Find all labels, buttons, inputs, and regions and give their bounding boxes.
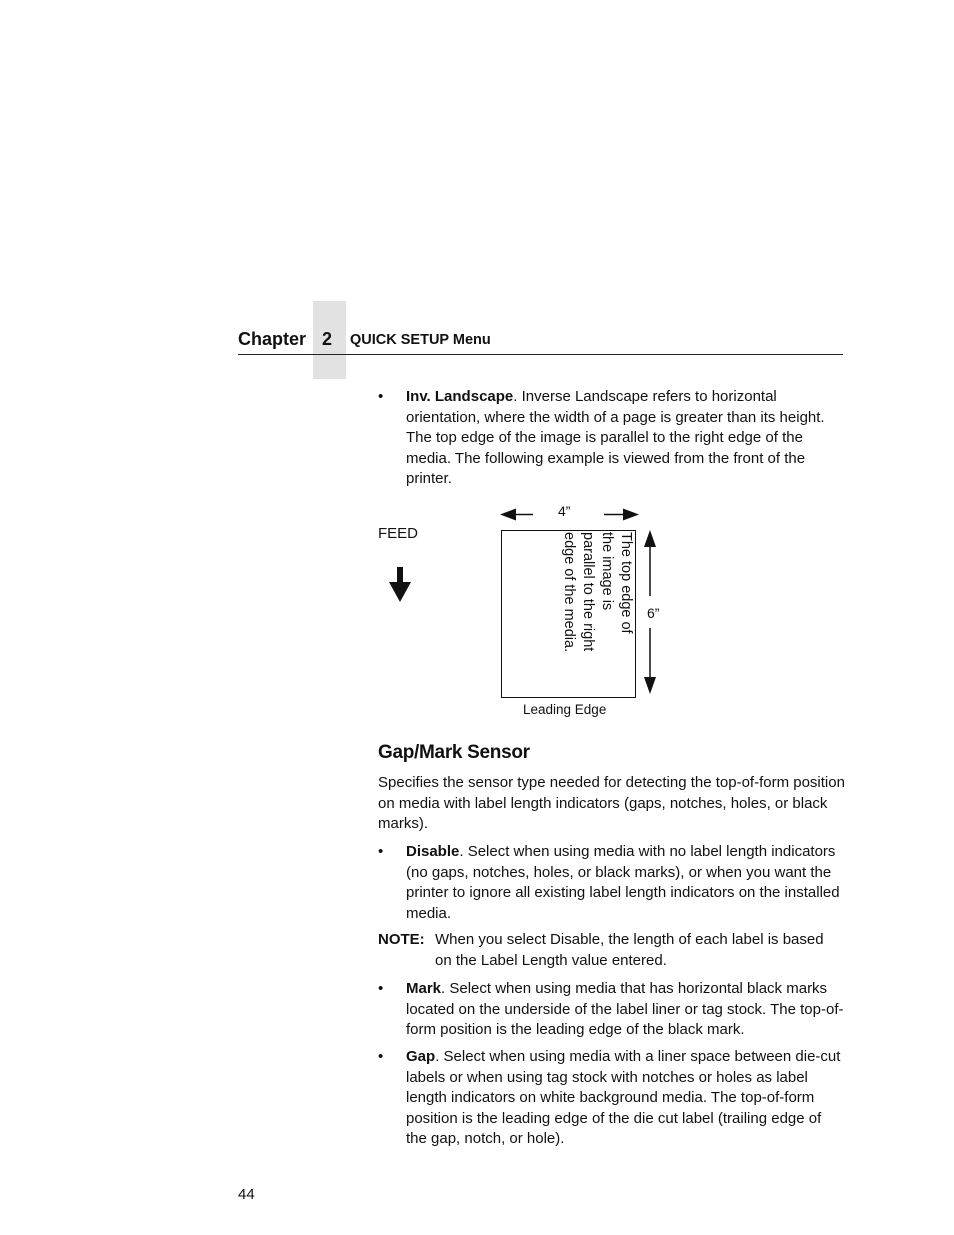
section-heading: Gap/Mark Sensor — [378, 742, 530, 763]
mark-text: . Select when using media that has horizontal black marks located on the underside of the label liner or tag stock. The top-of-form position is the leading edge of the black mark. — [406, 980, 844, 1038]
gap-term: Gap — [406, 1048, 436, 1065]
height-arrow-up-icon — [644, 530, 656, 596]
page-number: 44 — [238, 1186, 255, 1203]
width-arrow-right-icon — [604, 509, 639, 521]
feed-arrow-icon — [389, 567, 411, 602]
chapter-number: 2 — [322, 329, 333, 349]
chapter-label: Chapter — [238, 329, 307, 349]
bullet-marker: • — [378, 843, 384, 860]
disable-text: . Select when using media with no label length indicators (no gaps, notches, holes, or black marks), or when you want the printer to ignore all existing label length indicators on the installed media. — [406, 843, 840, 922]
rotated-line: edge of the media. — [561, 532, 577, 653]
height-dimension-label: 6” — [647, 605, 660, 621]
intro-paragraph: Specifies the sensor type needed for detecting the top-of-form position on media with label length indicators (gaps, notches, holes, or black marks). — [378, 774, 845, 832]
width-arrow-left-icon — [500, 509, 533, 521]
width-dimension-label: 4” — [558, 503, 571, 519]
rotated-line: parallel to the right — [580, 532, 596, 652]
gap-item — [406, 1047, 846, 1150]
rotated-line: the image is — [599, 532, 615, 611]
disable-term: Disable — [406, 843, 460, 860]
feed-label: FEED — [378, 525, 419, 542]
height-arrow-down-icon — [644, 628, 656, 694]
note-label: NOTE: — [378, 931, 425, 948]
bullet-marker: • — [378, 1048, 384, 1065]
bullet-marker: • — [378, 980, 384, 997]
gap-text: . Select when using media with a liner space between die-cut labels or when using tag stock with notches or holes as label length indicators on white background media. The top-of-form position is the leading edge of the die cut label (trailing edge of the gap, notch, or hole). — [406, 1048, 841, 1147]
inv-landscape-term: Inv. Landscape — [406, 388, 514, 405]
note-line-2: on the Label Length value entered. — [435, 951, 667, 969]
mark-term: Mark — [406, 980, 442, 997]
mark-item — [406, 979, 846, 1041]
section-title: QUICK SETUP Menu — [350, 332, 491, 348]
inv-landscape-item — [406, 387, 846, 490]
disable-item — [406, 842, 846, 924]
bullet-marker: • — [378, 388, 384, 405]
rotated-image-caption — [560, 532, 635, 664]
inv-landscape-text: . Inverse Landscape refers to horizontal orientation, where the width of a page is greater than its height. The top edge of the image is parallel to the right edge of the media. The following example is viewed from the front of the printer. — [406, 388, 825, 487]
header-divider — [238, 354, 843, 355]
leading-edge-label: Leading Edge — [523, 702, 607, 717]
note-line-1: When you select Disable, the length of each label is based — [435, 931, 824, 948]
rotated-line: The top edge of — [618, 532, 634, 634]
